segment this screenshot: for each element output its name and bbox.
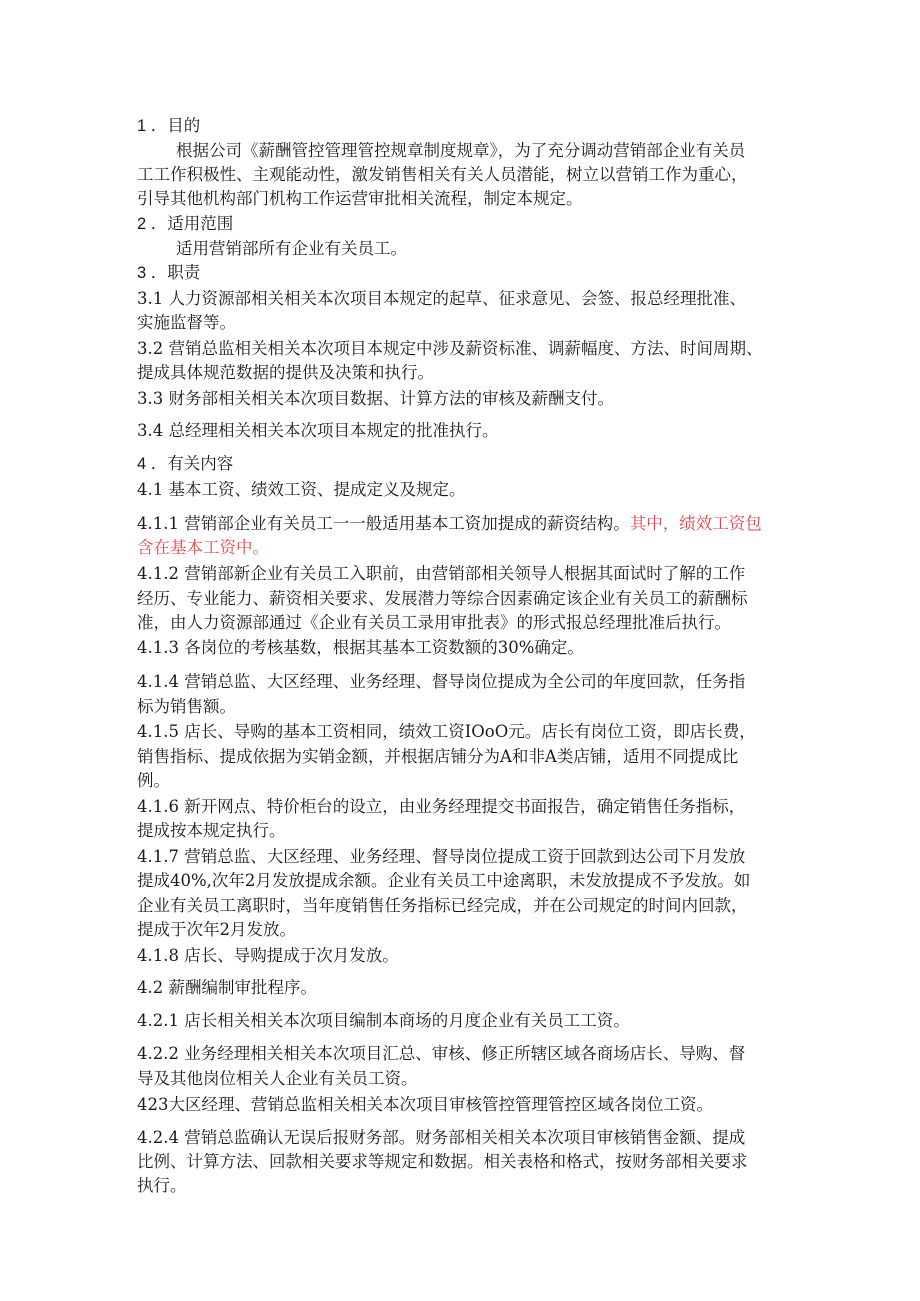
- paragraph-line: 企业有关员工离职时，当年度销售任务指标已经完成，并在公司规定的时间内回款，: [137, 896, 748, 915]
- highlighted-text: 其中，绩效工资包: [629, 514, 762, 533]
- paragraph-line: 4.2.4 营销总监确认无误后报财务部。财务部相关相关本次项目审核销售金额、提成: [137, 1128, 746, 1147]
- paragraph-line: 4.1.4 营销总监、大区经理、业务经理、督导岗位提成为全公司的年度回款，任务指: [137, 672, 746, 691]
- paragraph-line: 执行。: [137, 1176, 187, 1195]
- paragraph-line: 3.2 营销总监相关相关本次项目本规定中涉及薪资标准、调薪幅度、方法、时间周期、: [137, 339, 763, 358]
- paragraph-line: 3.4 总经理相关相关本次项目本规定的批准执行。: [137, 421, 499, 440]
- paragraph-line: 经历、专业能力、薪资相关要求、发展潜力等综合因素确定该企业有关员工的薪酬标: [137, 589, 748, 608]
- paragraph-line: 4.2.2 业务经理相关相关本次项目汇总、审核、修正所辖区域各商场店长、导购、督: [137, 1044, 746, 1063]
- paragraph-line: 提成于次年2月发放。: [137, 920, 296, 939]
- paragraph-line: 3.3 财务部相关相关本次项目数据、计算方法的审核及薪酬支付。: [137, 389, 614, 408]
- paragraph-line: 4.1.6 新开网点、特价柜台的设立，由业务经理提交书面报告，确定销售任务指标，: [137, 797, 746, 816]
- paragraph-line: 工工作积极性、主观能动性，激发销售相关有关人员潜能，树立以营销工作为重心，: [137, 165, 748, 184]
- paragraph-line: 例。: [137, 771, 170, 790]
- paragraph-line: [137, 536, 797, 560]
- paragraph-line: 4.2.1 店长相关相关本次项目编制本商场的月度企业有关员工工资。: [137, 1011, 630, 1030]
- paragraph-line: 比例、计算方法、回款相关要求等规定和数据。相关表格和格式，按财务部相关要求: [137, 1152, 748, 1171]
- paragraph-line: 适用营销部所有企业有关员工。: [176, 239, 407, 258]
- paragraph-line: 4.1 基本工资、绩效工资、提成定义及规定。: [137, 480, 466, 499]
- paragraph-line: 4.1.3 各岗位的考核基数，根据其基本工资数额的30%确定。: [137, 638, 584, 657]
- paragraph-line: 根据公司《薪酬管控管理管控规章制度规章》，为了充分调动营销部企业有关员: [176, 141, 746, 160]
- highlighted-text: 含在基本工资中。: [137, 538, 269, 557]
- section-heading: 3 ．职责: [137, 264, 201, 282]
- paragraph-line: 423大区经理、营销总监相关相关本次项目审核管控管理管控区域各岗位工资。: [137, 1095, 713, 1114]
- section-heading: 4 ．有关内容: [137, 455, 234, 473]
- paragraph-line: 3.1 人力资源部相关相关本次项目本规定的起草、征求意见、会签、报总经理批准、: [137, 289, 746, 308]
- paragraph-line: 导及其他岗位相关人企业有关员工资。: [137, 1069, 418, 1088]
- paragraph-line: 提成40%,次年2月发放提成余额。企业有关员工中途离职，未发放提成不予发放。如: [137, 871, 751, 890]
- section-heading: 1 ．目的: [137, 117, 201, 135]
- paragraph-line: 4.1.2 营销部新企业有关员工入职前，由营销部相关领导人根据其面试时了解的工作: [137, 564, 746, 583]
- paragraph-line: 标为销售额。: [137, 697, 236, 716]
- paragraph-line: 准，由人力资源部通过《企业有关员工录用审批表》的形式报总经理批准后执行。: [137, 613, 731, 632]
- paragraph-text: 4.1.1 营销部企业有关员工一一般适用基本工资加提成的薪资结构。: [137, 514, 630, 533]
- paragraph-line: 引导其他机构部门机构工作运营审批相关流程，制定本规定。: [137, 189, 583, 208]
- paragraph-line: 4.1.5 店长、导购的基本工资相同，绩效工资IOoO元。店长有岗位工资，即店长费，: [137, 722, 756, 741]
- paragraph-line: 提成按本规定执行。: [137, 821, 286, 840]
- paragraph-line: [137, 512, 797, 536]
- paragraph-line: 4.1.7 营销总监、大区经理、业务经理、督导岗位提成工资于回款到达公司下月发放: [137, 847, 746, 866]
- paragraph-line: 销售指标、提成依据为实销金额，并根据店铺分为A和非A类店铺，适用不同提成比: [137, 747, 739, 766]
- section-heading: 2 ．适用范围: [137, 215, 234, 233]
- paragraph-line: 实施监督等。: [137, 313, 236, 332]
- paragraph-line: 4.1.8 店长、导购提成于次月发放。: [137, 946, 399, 965]
- paragraph-line: 提成具体规范数据的提供及决策和执行。: [137, 363, 434, 382]
- paragraph-line: 4.2 薪酬编制审批程序。: [137, 978, 317, 997]
